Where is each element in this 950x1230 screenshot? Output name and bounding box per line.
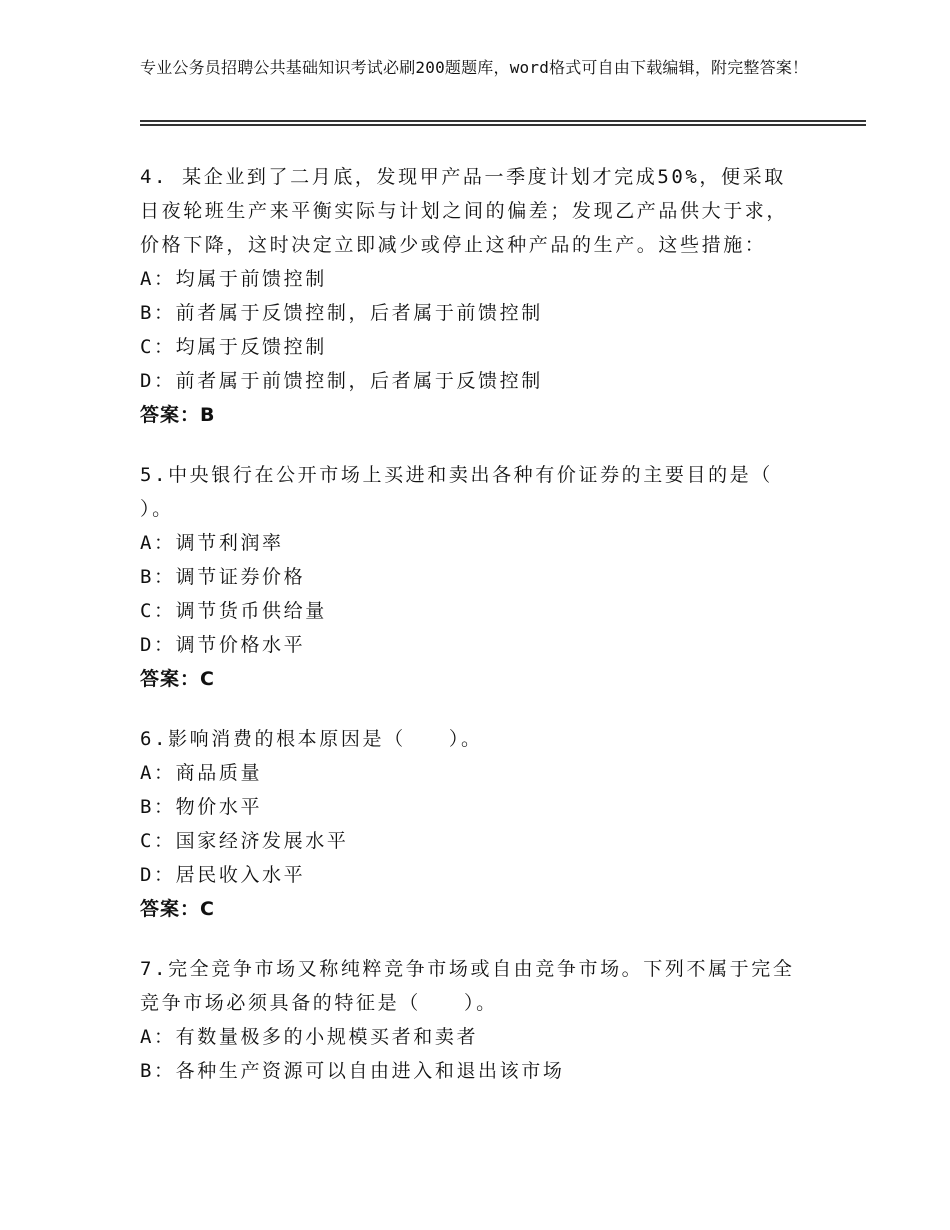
question-stem: 6.影响消费的根本原因是（ ）。 <box>140 728 483 750</box>
option-a: A：均属于前馈控制 <box>140 268 327 290</box>
option-a: A：商品质量 <box>140 762 263 784</box>
option-c: C：均属于反馈控制 <box>140 336 327 358</box>
answer-line: 答案：C <box>140 898 215 920</box>
document-header: 专业公务员招聘公共基础知识考试必刷200题题库，word格式可自由下载编辑，附完整答案！ <box>140 58 809 77</box>
question-stem: 5.中央银行在公开市场上买进和卖出各种有价证券的主要目的是（ ）。 <box>140 464 773 520</box>
question-6 <box>140 722 800 926</box>
header-divider <box>140 120 866 126</box>
question-5 <box>140 458 800 696</box>
option-a: A：有数量极多的小规模买者和卖者 <box>140 1026 479 1048</box>
option-c: C：调节货币供给量 <box>140 600 327 622</box>
option-b: B：前者属于反馈控制，后者属于前馈控制 <box>140 302 543 324</box>
answer-line: 答案：C <box>140 668 215 690</box>
option-d: D：调节价格水平 <box>140 634 306 656</box>
option-d: D：前者属于前馈控制，后者属于反馈控制 <box>140 370 543 392</box>
option-c: C：国家经济发展水平 <box>140 830 349 852</box>
option-d: D：居民收入水平 <box>140 864 306 886</box>
question-7 <box>140 952 800 1088</box>
option-b: B：调节证券价格 <box>140 566 306 588</box>
answer-line: 答案：B <box>140 404 216 426</box>
option-b: B：物价水平 <box>140 796 263 818</box>
option-a: A：调节利润率 <box>140 532 284 554</box>
question-stem: 4. 某企业到了二月底，发现甲产品一季度计划才完成50%，便采取日夜轮班生产来平衡实际与计划之间的偏差；发现乙产品供大于求，价格下降，这时决定立即减少或停止这种产品的生产。这些措施： <box>140 166 789 256</box>
question-stem: 7.完全竞争市场又称纯粹竞争市场或自由竞争市场。下列不属于完全竞争市场必须具备的特征是（ ）。 <box>140 958 795 1014</box>
option-b: B：各种生产资源可以自由进入和退出该市场 <box>140 1060 565 1082</box>
question-list <box>140 160 800 1088</box>
question-4 <box>140 160 800 432</box>
